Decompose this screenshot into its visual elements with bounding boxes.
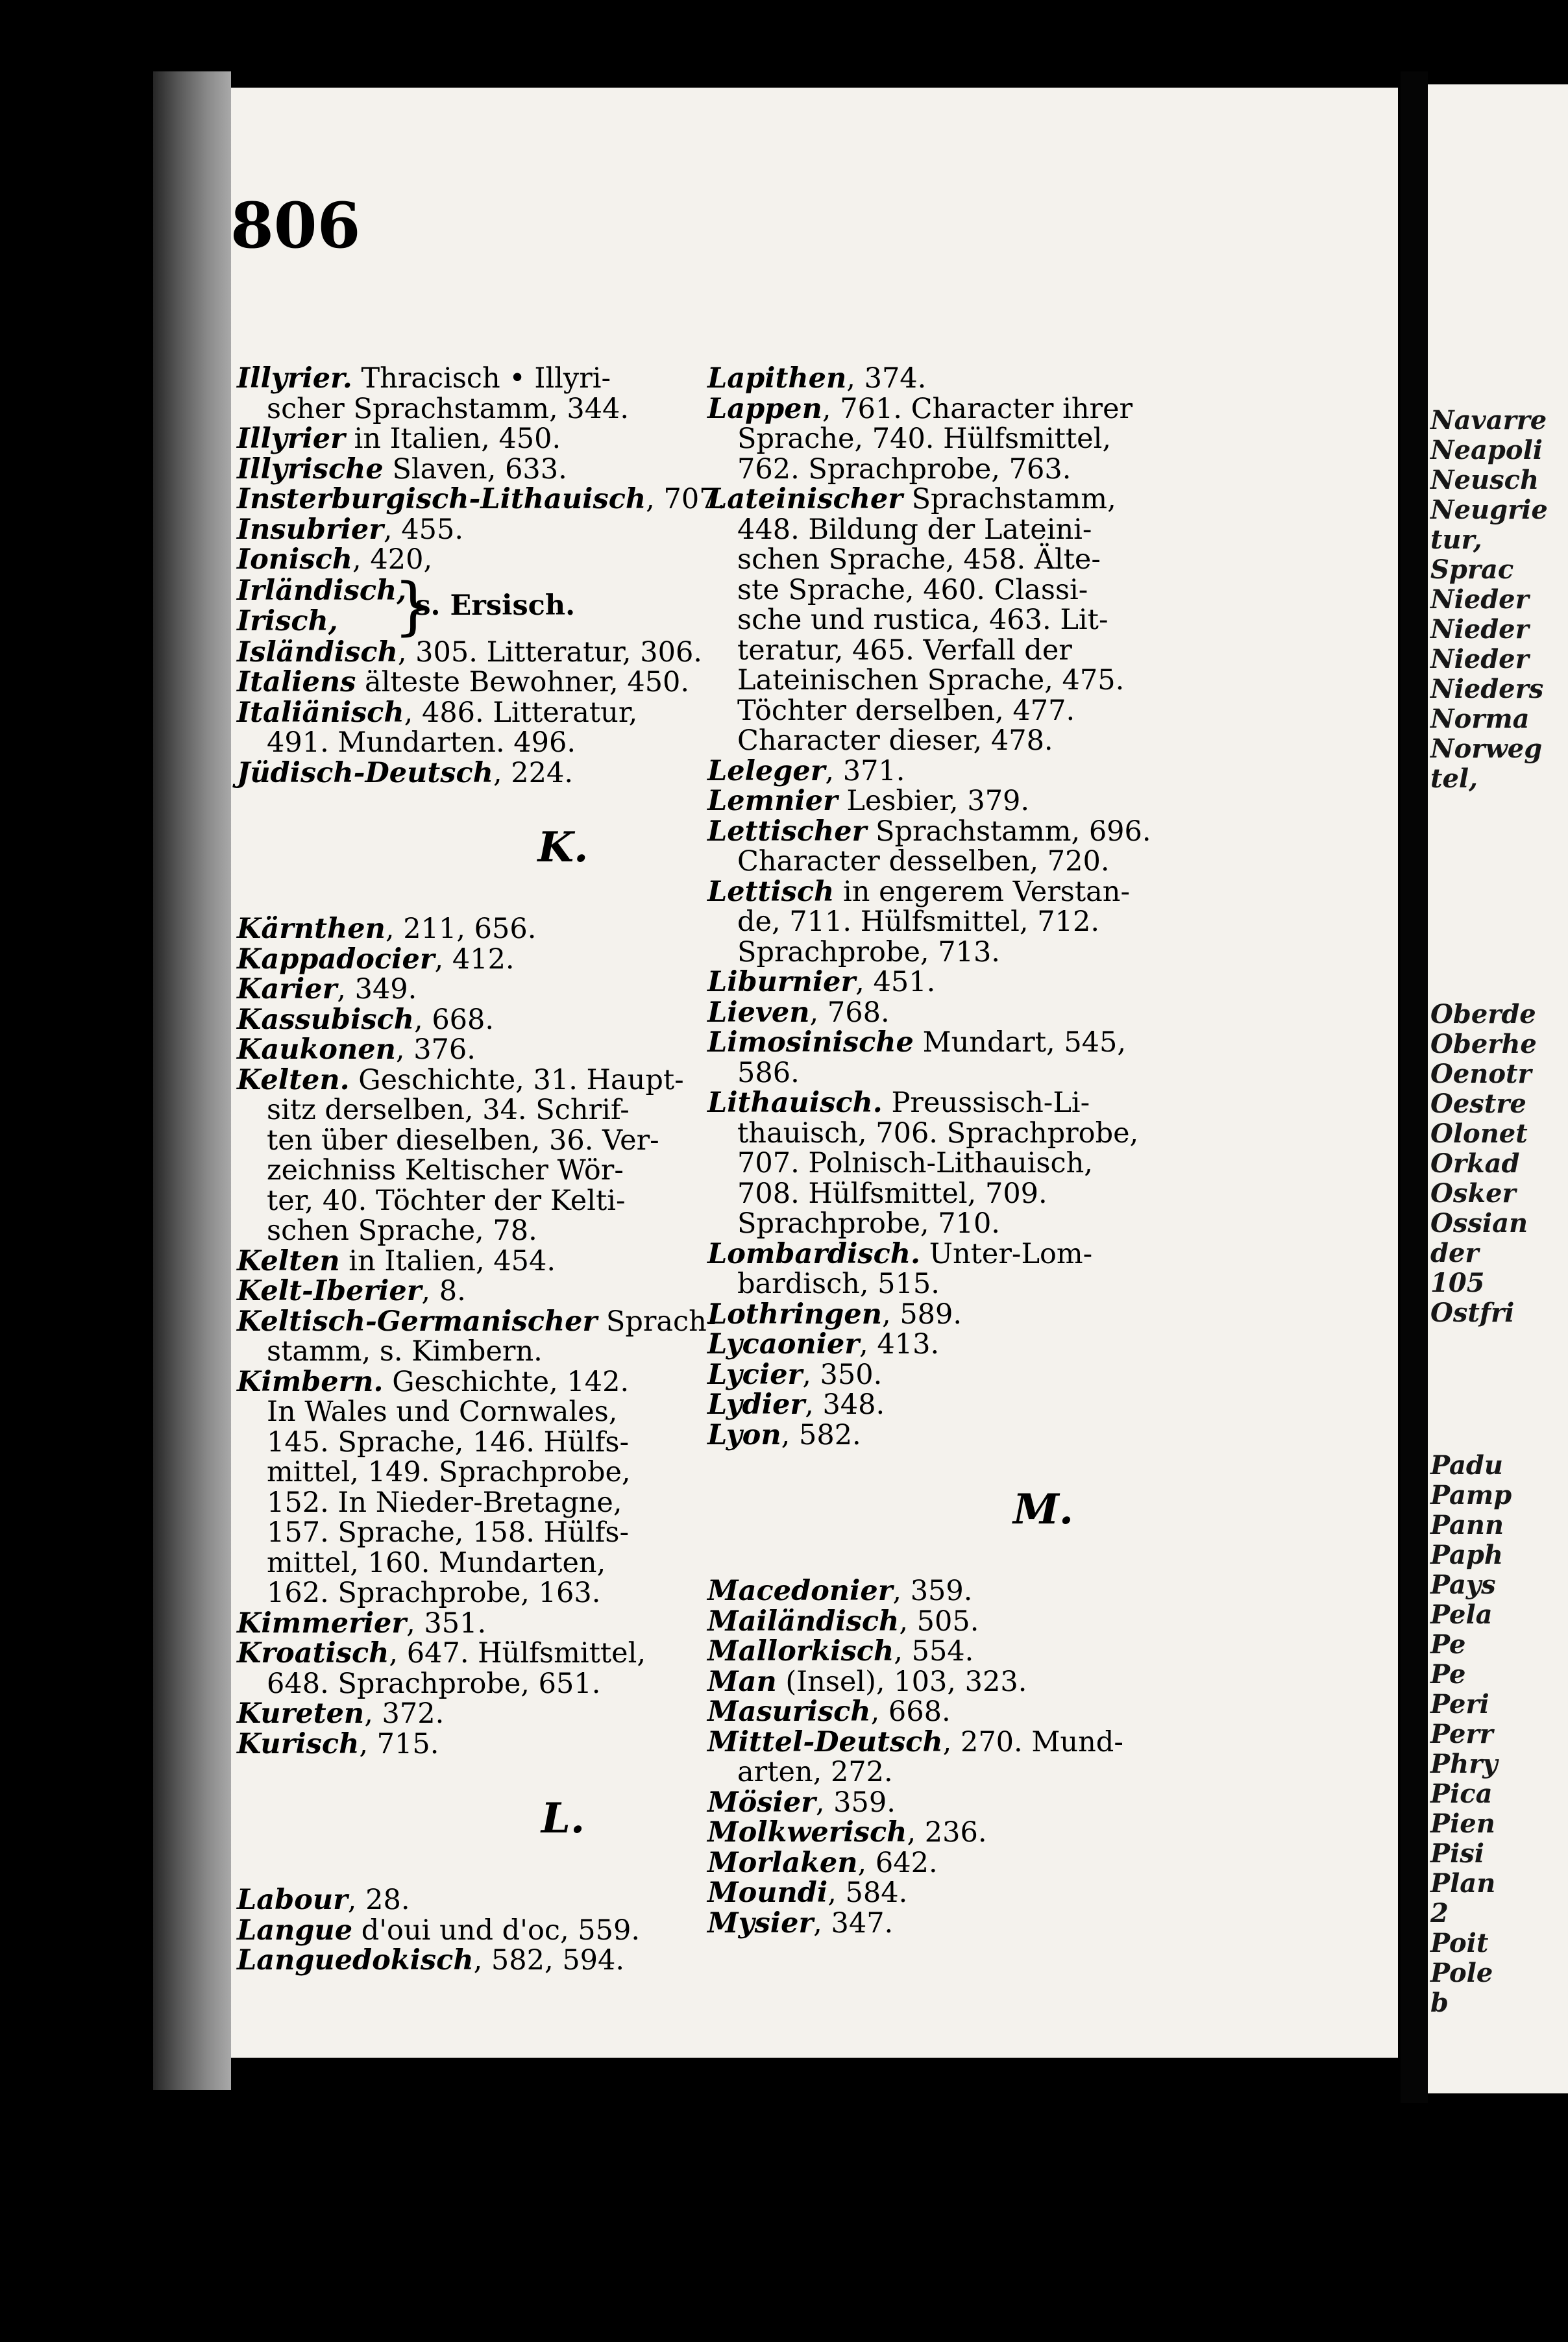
right-page-fragment: Neapoli [1430,435,1543,465]
entry-text: ste Sprache, 460. Classi- [737,573,1088,606]
entry-headword: Isländisch [237,635,398,669]
entry-text: , 349. [337,973,417,1005]
entry-text: , 8. [421,1275,466,1307]
entry-headword: Kelten [237,1244,340,1277]
entry-headword: Lieven [707,996,810,1029]
right-page-fragment: Pe [1430,1629,1466,1660]
entry-text: in Italien, 450. [345,423,561,455]
entry-text: In Wales und Cornwales, [267,1396,618,1428]
right-page-fragment: Pann [1430,1510,1504,1540]
entry-text: mittel, 160. Mundarten, [267,1546,606,1579]
right-block-o [1428,1000,1537,1328]
entry-text: , 270. Mund- [942,1725,1123,1758]
entry-text: Geschichte, 142. [383,1365,630,1398]
entry-text: scher Sprachstamm, 344. [267,392,630,425]
entry-text: thauisch, 706. Sprachprobe, [737,1116,1139,1150]
index-entry [707,1878,1379,1908]
entry-text: Preussisch-Li- [882,1087,1090,1119]
entry-headword: Languedokisch [237,1944,474,1977]
entry-text: , 236. [907,1816,987,1849]
index-entry [707,1360,1379,1390]
entry-text: , 348. [805,1388,885,1421]
index-entry [707,1607,1379,1637]
entry-text: arten, 272. [737,1756,893,1788]
right-block-n [1428,406,1548,794]
entry-headword: Lapithen [707,362,847,395]
entry-text: Thracisch • Illyri- [352,362,611,395]
entry-text: , 412. [434,943,515,976]
entry-headword: Kelt-Iberier [237,1275,422,1307]
index-entry [707,817,1379,877]
right-page-fragment: der [1430,1238,1479,1268]
entry-text: , 582, 594. [473,1944,625,1977]
entry-text: Unter-Lom- [920,1237,1093,1270]
entry-headword: Lettischer [707,815,867,848]
entry-headword: Insterburgisch-Lithauisch [237,483,646,515]
entry-headword: Mittel-Deutsch [707,1725,943,1758]
entry-text: , 582. [781,1418,861,1451]
right-page-fragment: Perr [1430,1719,1493,1749]
entry-text: sche und rustica, 463. Lit- [737,604,1109,636]
section-letter-m: M. [1012,1485,1074,1534]
entry-text: , 372. [364,1697,445,1730]
index-entry [707,877,1379,968]
entry-text: , 554. [894,1635,974,1668]
entry-headword: Lettisch [707,875,835,908]
entry-headword: Keltisch-Germanischer [237,1305,598,1338]
entry-headword: Labour [237,1884,348,1916]
entry-text: d'oui und d'oc, 559. [352,1914,641,1947]
entry-headword: Lydier [707,1388,805,1421]
entry-text: , 305. Litteratur, 306. [397,635,702,669]
brace-name: Irländisch, [237,574,407,607]
entry-headword: Jüdisch-Deutsch [237,756,493,789]
entry-text: Sprachprobe, 713. [737,935,1000,968]
entry-headword: Mösier [707,1786,816,1819]
right-page-fragment: Olonet [1430,1118,1528,1149]
right-page-fragment: Sprac [1430,554,1514,585]
entry-headword: Kroatisch [237,1637,389,1670]
right-page-fragment: tel, [1430,763,1478,794]
right-page-fragment: Plan [1430,1868,1496,1899]
entry-text: in Italien, 454. [339,1244,556,1277]
right-page-edge [1428,84,1568,2093]
right-page-fragment: Pela [1430,1599,1493,1630]
index-entry [707,1420,1379,1451]
entry-text: schen Sprache, 458. Älte- [737,543,1101,576]
entry-headword: Kureten [237,1697,365,1730]
index-entry [707,967,1379,998]
entries-l [707,364,1379,1450]
entry-text: zeichniss Keltischer Wör- [267,1154,624,1187]
entry-text: , 359. [892,1575,973,1607]
entry-headword: Lyon [707,1418,781,1451]
right-page-fragment: Pien [1430,1808,1495,1839]
right-page-fragment: tur, [1430,524,1482,555]
entry-text: Sprach- [597,1305,717,1338]
index-column-middle [707,364,1379,1938]
index-entry [707,1239,1379,1300]
right-page-fragment: Orkad [1430,1148,1520,1179]
entry-text: , 455. [383,513,464,546]
entry-text: , 347. [813,1906,894,1940]
entry-text: in engerem Verstan- [834,875,1130,908]
index-entry [707,1727,1379,1788]
entry-headword: Man [707,1665,777,1698]
index-entry [707,1329,1379,1360]
right-page-fragment: Nieders [1430,674,1544,704]
section-letter-k: K. [537,823,589,872]
index-entry [707,1636,1379,1667]
right-page-fragment: Nieder [1430,584,1529,615]
index-entry [707,1667,1379,1697]
entry-headword: Mailändisch [707,1605,900,1638]
index-entry [707,1028,1379,1088]
entry-headword: Ionisch [237,543,353,576]
entry-text: Sprachstamm, [902,483,1116,515]
entry-text: Lateinischen Sprache, 475. [737,664,1125,696]
index-entry [707,1848,1379,1879]
entry-text: 448. Bildung der Lateini- [737,513,1092,546]
index-entry [707,1818,1379,1848]
entry-headword: Kelten. [237,1063,350,1096]
entry-headword: Illyrier. [237,362,352,395]
entry-text: Geschichte, 31. Haupt- [349,1063,684,1096]
entry-text: , 224. [493,756,574,789]
entry-text: , 451. [855,966,936,998]
right-page-fragment: 2 [1430,1898,1449,1929]
right-page-fragment: Ossian [1430,1208,1528,1239]
entry-headword: Mallorkisch [707,1635,894,1668]
brace-target: s. Ersisch. [415,589,576,622]
entry-text: Sprache, 740. Hülfsmittel, [737,423,1112,455]
right-page-fragment: Norweg [1430,733,1543,764]
entry-text: mittel, 149. Sprachprobe, [267,1456,631,1488]
right-page-fragment: Pole [1430,1958,1493,1988]
entry-text: 708. Hülfsmittel, 709. [737,1177,1047,1210]
right-page-fragment: Norma [1430,704,1530,734]
entry-headword: Lateinischer [707,483,903,515]
right-page-fragment: Padu [1430,1450,1503,1481]
entry-headword: Insubrier [237,513,384,546]
entry-text: , 486. Litteratur, [404,696,638,729]
entry-text: ten über dieselben, 36. Ver- [267,1124,659,1157]
entry-text: bardisch, 515. [737,1268,940,1300]
entry-text: , 647. Hülfsmittel, [389,1637,646,1670]
entry-text: , 642. [857,1846,938,1879]
entry-headword: Illyrier [237,423,345,455]
right-page-fragment: Oenotr [1430,1059,1532,1089]
entry-text: Character dieser, 478. [737,724,1053,757]
entry-headword: Kaukonen [237,1033,396,1066]
right-page-fragment: Pisi [1430,1838,1484,1869]
entry-text: Sprachprobe, 710. [737,1207,1000,1240]
right-page-fragment: Pays [1430,1570,1496,1600]
entry-text: , 351. [406,1607,487,1640]
right-page-fragment: Oestre [1430,1089,1526,1119]
right-page-fragment: Navarre [1430,405,1547,436]
brace-name: Irisch, [237,604,338,637]
entry-text: stamm, s. Kimbern. [267,1335,543,1368]
entry-headword: Kärnthen [237,913,386,945]
entry-text: de, 711. Hülfsmittel, 712. [737,906,1100,938]
right-page-fragment: Pica [1430,1779,1493,1809]
entry-headword: Moundi [707,1877,828,1909]
entry-headword: Kurisch [237,1727,360,1760]
entry-text: , 761. Character ihrer [822,392,1133,425]
index-entry [707,1300,1379,1330]
entry-text: sitz derselben, 34. Schrif- [267,1094,630,1126]
right-page-fragment: Ostfri [1430,1298,1515,1328]
index-entry [707,364,1379,394]
right-page-fragment: Nieder [1430,644,1529,674]
right-block-p [1428,1451,1512,2018]
right-page-fragment: Neugrie [1430,495,1548,525]
right-page-fragment: Paph [1430,1540,1503,1570]
entry-text: , 668. [413,1003,495,1036]
index-entry [707,998,1379,1028]
index-entry [707,394,1379,485]
right-page-fragment: b [1430,1988,1449,2018]
right-page-fragment: Neusch [1430,465,1539,495]
index-entry [707,1788,1379,1818]
entry-text: , 707. [646,483,726,515]
entry-headword: Lombardisch. [707,1237,921,1270]
right-page-fragment: Oberde [1430,999,1536,1029]
entry-text: , 374. [846,362,927,395]
entry-headword: Karier [237,973,337,1005]
entry-text: , 350. [802,1358,883,1391]
entry-text: , 211, 656. [385,913,537,945]
page-number: 806 [230,189,361,262]
entry-text: 648. Sprachprobe, 651. [267,1667,601,1700]
index-entry [707,1576,1379,1607]
entry-text: 707. Polnisch-Lithauisch, [737,1147,1093,1179]
entry-headword: Morlaken [707,1846,858,1879]
index-entry [707,786,1379,817]
entry-headword: Lycier [707,1358,803,1391]
entry-headword: Italiänisch [237,696,404,729]
entry-text: 162. Sprachprobe, 163. [267,1577,601,1609]
entry-text: 586. [737,1056,800,1089]
entry-text: , 420, [352,543,433,576]
entry-headword: Mysier [707,1906,814,1940]
entry-text: Töchter derselben, 477. [737,694,1075,727]
right-page-fragment: Pe [1430,1659,1466,1690]
entry-headword: Lycaonier [707,1328,860,1361]
entry-text: , 505. [899,1605,979,1638]
index-entry [707,1390,1379,1420]
entry-text: , 668. [870,1695,951,1728]
index-entry [707,1088,1379,1239]
entry-headword: Kimmerier [237,1607,407,1640]
entry-text: 145. Sprache, 146. Hülfs- [267,1425,630,1459]
index-entry [707,1697,1379,1727]
entry-text: 157. Sprache, 158. Hülfs- [267,1516,630,1549]
entry-text: teratur, 465. Verfall der [737,634,1072,667]
right-page-fragment: Poit [1430,1928,1489,1958]
entry-text: , 371. [825,754,905,787]
entry-text: Slaven, 633. [383,452,567,486]
right-page-fragment: Nieder [1430,614,1529,645]
right-page-fragment: Phry [1430,1749,1498,1779]
entry-headword: Kassubisch [237,1003,414,1036]
entry-text: , 28. [347,1884,410,1916]
entry-text: , 768. [809,996,890,1029]
entry-text: , 413. [859,1328,940,1361]
entry-text: 491. Mundarten. 496. [267,726,576,759]
entry-text: Character desselben, 720. [737,845,1110,878]
entry-headword: Molkwerisch [707,1816,907,1849]
entry-text: , 584. [827,1877,908,1909]
section-letter-l: L. [541,1794,585,1843]
entry-text: 152. In Nieder-Bretagne, [267,1486,622,1519]
entry-headword: Liburnier [707,966,856,998]
entry-text: Sprachstamm, 696. [866,815,1151,848]
page-gutter [1401,71,1428,2103]
entry-headword: Limosinische [707,1026,914,1059]
right-page-fragment: Pamp [1430,1480,1512,1510]
entry-headword: Kappadocier [237,943,435,976]
entries-m [707,1576,1379,1938]
entry-headword: Kimbern. [237,1365,384,1398]
entry-text: schen Sprache, 78. [267,1214,537,1247]
entry-headword: Lithauisch. [707,1087,883,1119]
entry-headword: Lothringen [707,1298,882,1331]
entry-headword: Langue [237,1914,353,1947]
entry-headword: Masurisch [707,1695,871,1728]
index-entry [707,484,1379,756]
entry-headword: Italiens [237,666,356,698]
entry-text: (Insel), 103, 323. [776,1665,1027,1698]
entry-text: Mundart, 545, [913,1026,1127,1059]
entry-text: älteste Bewohner, 450. [356,666,690,698]
entry-text: , 589. [881,1298,962,1331]
entry-headword: Lemnier [707,785,838,817]
entry-text: , 715. [359,1727,439,1760]
entry-text: , 376. [395,1033,476,1066]
entry-headword: Lappen [707,392,822,425]
right-page-fragment: Osker [1430,1178,1516,1209]
entry-headword: Leleger [707,754,826,787]
index-entry [707,756,1379,787]
right-page-fragment: 105 [1430,1268,1485,1298]
book-spine-shadow [153,71,231,2090]
brace-icon: } [393,569,434,643]
entry-text: , 359. [815,1786,896,1819]
entry-text: ter, 40. Töchter der Kelti- [267,1184,626,1217]
index-entry [707,1908,1379,1939]
entry-headword: Illyrische [237,452,384,486]
right-page-fragment: Peri [1430,1689,1489,1720]
right-page-fragment: Oberhe [1430,1029,1537,1059]
index-entry [237,1945,889,1976]
entry-headword: Macedonier [707,1575,893,1607]
entry-text: Lesbier, 379. [837,785,1030,817]
entry-text: 762. Sprachprobe, 763. [737,452,1072,486]
